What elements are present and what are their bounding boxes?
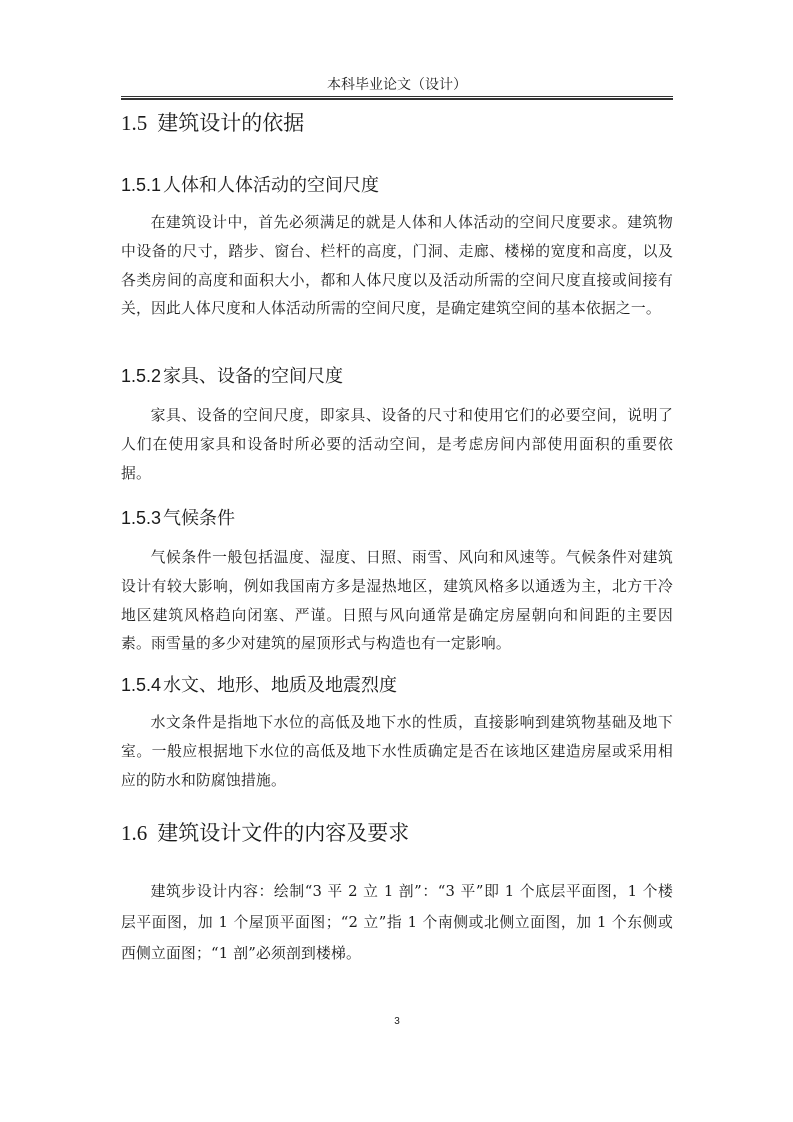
subsection-title: 气候条件 [163, 508, 236, 529]
header-rule-thick [121, 98, 673, 100]
subsection-title: 家具、设备的空间尺度 [163, 366, 344, 387]
page-number: 3 [394, 1016, 400, 1027]
subsection-number: 1.5.3 [121, 508, 162, 528]
subsection-heading-1-5-2 [121, 362, 343, 391]
subsection-number: 1.5.2 [121, 366, 162, 386]
subsection-heading-1-5-3 [121, 504, 235, 533]
subsection-heading-1-5-4 [121, 671, 397, 700]
subsection-number: 1.5.4 [121, 675, 162, 695]
subsection-heading-1-5-1 [121, 171, 379, 200]
section-number: 1.6 [121, 821, 148, 845]
section-heading-1-5 [121, 108, 304, 138]
section-number: 1.5 [121, 111, 148, 135]
section-heading-1-6 [121, 818, 409, 848]
section-title: 建筑设计的依据 [157, 111, 305, 135]
paragraph-1-5-1: 在建筑设计中，首先必须满足的就是人体和人体活动的空间尺度要求。建筑物中设备的尺寸，踏步、窗台、栏杆的高度，门洞、走廊、楼梯的宽度和高度，以及各类房间的高度和面积大小，都和人体尺度以及活动所需的空间尺度直接或间接有关，因此人体尺度和人体活动所需的空间尺度，是确定建筑空间的基本依据之一。 [121, 214, 673, 318]
subsection-title: 人体和人体活动的空间尺度 [163, 175, 380, 196]
subsection-title: 水文、地形、地质及地震烈度 [163, 675, 398, 696]
running-header: 本科毕业论文（设计） [327, 77, 467, 93]
subsection-number: 1.5.1 [121, 175, 162, 195]
paragraph-1-6: 建筑步设计内容：绘制“3 平 2 立 1 剖”：“3 平”即 1 个底层平面图，1 个楼层平面图，加 1 个屋顶平面图；“2 立”指 1 个南侧或北侧立面图，加 1 个东侧或西侧立面图；“1 剖”必须剖到楼梯。 [121, 883, 673, 962]
paragraph-1-5-4: 水文条件是指地下水位的高低及地下水的性质，直接影响到建筑物基础及地下室。一般应根据地下水位的高低及地下水性质确定是否在该地区建造房屋或采用相应的防水和防腐蚀措施。 [121, 714, 673, 789]
paragraph-1-5-2: 家具、设备的空间尺度，即家具、设备的尺寸和使用它们的必要空间，说明了人们在使用家具和设备时所必要的活动空间，是考虑房间内部使用面积的重要依据。 [121, 407, 673, 482]
paragraph-1-5-3: 气候条件一般包括温度、湿度、日照、雨雪、风向和风速等。气候条件对建筑设计有较大影响，例如我国南方多是湿热地区，建筑风格多以通透为主，北方干冷地区建筑风格趋向闭塞、严谨。日照与风向通常是确定房屋朝向和间距的主要因素。雨雪量的多少对建筑的屋顶形式与构造也有一定影响。 [121, 549, 673, 653]
section-title: 建筑设计文件的内容及要求 [157, 821, 410, 845]
header-rule-thin [121, 96, 673, 97]
